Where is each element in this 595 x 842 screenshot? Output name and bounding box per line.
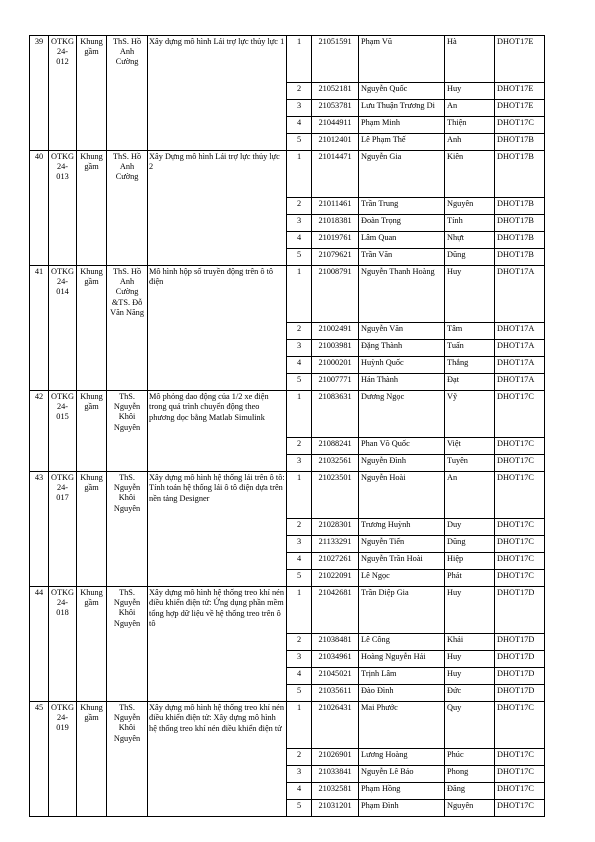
student-id: 21003981 — [312, 340, 359, 357]
student-given-name: Thắng — [445, 357, 495, 374]
student-id: 21023501 — [312, 472, 359, 519]
student-no: 1 — [287, 151, 312, 198]
student-class: DHOT17C — [495, 117, 545, 134]
student-given-name: Thiện — [445, 117, 495, 134]
student-class: DHOT17D — [495, 651, 545, 668]
topic-number: 44 — [30, 587, 49, 702]
student-class: DHOT17C — [495, 553, 545, 570]
student-no: 2 — [287, 198, 312, 215]
student-given-name: Anh — [445, 134, 495, 151]
student-id: 21022091 — [312, 570, 359, 587]
student-given-name: Vỹ — [445, 391, 495, 438]
student-class: DHOT17C — [495, 702, 545, 749]
student-id: 21038481 — [312, 634, 359, 651]
student-given-name: Huy — [445, 668, 495, 685]
student-no: 5 — [287, 134, 312, 151]
topic-field: Khung gầm — [77, 391, 107, 472]
student-no: 3 — [287, 215, 312, 232]
student-no: 5 — [287, 249, 312, 266]
student-id: 21053781 — [312, 100, 359, 117]
student-no: 2 — [287, 519, 312, 536]
student-no: 5 — [287, 570, 312, 587]
student-name: Đoàn Trọng — [359, 215, 445, 232]
topic-number: 42 — [30, 391, 49, 472]
table-row — [30, 472, 545, 519]
student-no: 2 — [287, 749, 312, 766]
student-given-name: Nguyên — [445, 800, 495, 817]
topic-code: OTKG 24- 019 — [49, 702, 77, 817]
student-id: 21008791 — [312, 266, 359, 323]
student-no: 1 — [287, 266, 312, 323]
student-id: 21028301 — [312, 519, 359, 536]
student-class: DHOT17E — [495, 100, 545, 117]
student-name: Phạm Minh — [359, 117, 445, 134]
student-name: Lâm Quan — [359, 232, 445, 249]
student-no: 5 — [287, 800, 312, 817]
student-given-name: Duy — [445, 519, 495, 536]
student-id: 21002491 — [312, 323, 359, 340]
student-no: 3 — [287, 455, 312, 472]
table-row — [30, 151, 545, 198]
student-id: 21051591 — [312, 36, 359, 83]
topic-field: Khung gầm — [77, 151, 107, 266]
student-name: Lê Ngọc — [359, 570, 445, 587]
student-given-name: Tuấn — [445, 340, 495, 357]
student-no: 3 — [287, 536, 312, 553]
student-class: DHOT17C — [495, 570, 545, 587]
student-given-name: Phong — [445, 766, 495, 783]
student-class: DHOT17B — [495, 232, 545, 249]
student-id: 21019761 — [312, 232, 359, 249]
topic-code: OTKG 24- 015 — [49, 391, 77, 472]
table-row — [30, 36, 545, 83]
topic-number: 39 — [30, 36, 49, 151]
student-class: DHOT17D — [495, 668, 545, 685]
student-given-name: Khải — [445, 634, 495, 651]
student-no: 2 — [287, 83, 312, 100]
student-name: Lưu Thuận Trương Di — [359, 100, 445, 117]
topic-advisor: ThS. Hồ Anh Cường — [107, 36, 148, 151]
student-no: 1 — [287, 391, 312, 438]
student-no: 4 — [287, 357, 312, 374]
student-class: DHOT17D — [495, 587, 545, 634]
student-id: 21026431 — [312, 702, 359, 749]
student-no: 2 — [287, 323, 312, 340]
student-name: Lương Hoàng — [359, 749, 445, 766]
topic-field: Khung gầm — [77, 266, 107, 391]
student-name: Hoàng Nguyễn Hải — [359, 651, 445, 668]
topic-title: Xây Dựng mô hình Lái trợ lực thủy lực 2 — [148, 151, 287, 266]
student-given-name: Huy — [445, 266, 495, 323]
student-no: 4 — [287, 668, 312, 685]
topic-number: 45 — [30, 702, 49, 817]
student-given-name: Hiệp — [445, 553, 495, 570]
student-given-name: Huy — [445, 651, 495, 668]
topic-code: OTKG 24- 018 — [49, 587, 77, 702]
student-class: DHOT17C — [495, 536, 545, 553]
student-class: DHOT17A — [495, 340, 545, 357]
student-id: 21011461 — [312, 198, 359, 215]
student-class: DHOT17C — [495, 391, 545, 438]
student-class: DHOT17E — [495, 83, 545, 100]
student-name: Phạm Hồng — [359, 783, 445, 800]
student-class: DHOT17A — [495, 323, 545, 340]
student-given-name: Tuyên — [445, 455, 495, 472]
student-class: DHOT17C — [495, 519, 545, 536]
student-no: 2 — [287, 634, 312, 651]
student-no: 3 — [287, 340, 312, 357]
student-no: 3 — [287, 766, 312, 783]
table-row — [30, 587, 545, 634]
student-class: DHOT17C — [495, 766, 545, 783]
student-id: 21018381 — [312, 215, 359, 232]
student-given-name: Nhựt — [445, 232, 495, 249]
student-name: Nguyễn Hoài — [359, 472, 445, 519]
student-id: 21088241 — [312, 438, 359, 455]
student-given-name: Dũng — [445, 249, 495, 266]
student-no: 1 — [287, 472, 312, 519]
student-given-name: Dũng — [445, 536, 495, 553]
student-no: 3 — [287, 100, 312, 117]
topic-code: OTKG 24- 014 — [49, 266, 77, 391]
student-name: Nguyễn Gia — [359, 151, 445, 198]
student-no: 4 — [287, 783, 312, 800]
thesis-assignment-table — [29, 35, 545, 817]
topic-title: Mô phỏng dao động của 1/2 xe điện trong quá trình chuyển động theo phương dọc bằng Matlab Simulink — [148, 391, 287, 472]
student-name: Nguyễn Quốc — [359, 83, 445, 100]
student-class: DHOT17B — [495, 134, 545, 151]
student-id: 21000201 — [312, 357, 359, 374]
student-name: Trương Huỳnh — [359, 519, 445, 536]
student-id: 21079621 — [312, 249, 359, 266]
topic-advisor: ThS. Nguyễn Khôi Nguyên — [107, 391, 148, 472]
student-class: DHOT17C — [495, 455, 545, 472]
student-id: 21026901 — [312, 749, 359, 766]
student-name: Trần Văn — [359, 249, 445, 266]
student-id: 21014471 — [312, 151, 359, 198]
student-given-name: An — [445, 100, 495, 117]
topic-field: Khung gầm — [77, 702, 107, 817]
student-given-name: Đức — [445, 685, 495, 702]
student-id: 21012401 — [312, 134, 359, 151]
student-name: Phạm Vũ — [359, 36, 445, 83]
student-no: 1 — [287, 702, 312, 749]
student-id: 21133291 — [312, 536, 359, 553]
student-no: 4 — [287, 553, 312, 570]
student-name: Trần Diệp Gia — [359, 587, 445, 634]
student-id: 21031201 — [312, 800, 359, 817]
student-given-name: Tính — [445, 215, 495, 232]
topic-advisor: ThS. Nguyễn Khôi Nguyên — [107, 472, 148, 587]
table-row — [30, 391, 545, 438]
student-name: Nguyễn Tiến — [359, 536, 445, 553]
student-given-name: Huy — [445, 83, 495, 100]
student-name: Nguyễn Văn — [359, 323, 445, 340]
student-name: Mai Phước — [359, 702, 445, 749]
student-id: 21033841 — [312, 766, 359, 783]
student-given-name: Đăng — [445, 783, 495, 800]
student-class: DHOT17D — [495, 685, 545, 702]
student-class: DHOT17C — [495, 749, 545, 766]
student-id: 21083631 — [312, 391, 359, 438]
topic-number: 41 — [30, 266, 49, 391]
topic-field: Khung gầm — [77, 587, 107, 702]
topic-title: Xây dựng mô hình hệ thống treo khí nén điều khiển điện tử: Xây dựng mô hình hệ thống treo khí nén điều khiển điện tử — [148, 702, 287, 817]
student-id: 21035611 — [312, 685, 359, 702]
student-name: Nguyễn Đình — [359, 455, 445, 472]
student-class: DHOT17B — [495, 215, 545, 232]
student-given-name: Tâm — [445, 323, 495, 340]
student-given-name: Việt — [445, 438, 495, 455]
topic-advisor: ThS. Nguyễn Khôi Nguyên — [107, 587, 148, 702]
student-name: Hán Thành — [359, 374, 445, 391]
topic-number: 40 — [30, 151, 49, 266]
student-class: DHOT17C — [495, 472, 545, 519]
student-name: Trịnh Lâm — [359, 668, 445, 685]
student-no: 5 — [287, 685, 312, 702]
student-id: 21032581 — [312, 783, 359, 800]
student-id: 21027261 — [312, 553, 359, 570]
topic-code: OTKG 24- 013 — [49, 151, 77, 266]
student-given-name: Huy — [445, 587, 495, 634]
topic-title: Mô hình hộp số truyền động trên ô tô điện — [148, 266, 287, 391]
student-no: 1 — [287, 587, 312, 634]
student-given-name: Quy — [445, 702, 495, 749]
student-no: 5 — [287, 374, 312, 391]
student-given-name: Phúc — [445, 749, 495, 766]
student-given-name: Đạt — [445, 374, 495, 391]
student-given-name: Hà — [445, 36, 495, 83]
student-class: DHOT17A — [495, 374, 545, 391]
student-name: Trần Trung — [359, 198, 445, 215]
student-name: Nguyễn Trần Hoài — [359, 553, 445, 570]
topic-field: Khung gầm — [77, 36, 107, 151]
topic-number: 43 — [30, 472, 49, 587]
student-name: Đào Đình — [359, 685, 445, 702]
table-row — [30, 266, 545, 323]
student-class: DHOT17C — [495, 800, 545, 817]
student-class: DHOT17E — [495, 36, 545, 83]
student-name: Phạm Đình — [359, 800, 445, 817]
student-given-name: Phát — [445, 570, 495, 587]
student-no: 4 — [287, 117, 312, 134]
student-id: 21032561 — [312, 455, 359, 472]
student-name: Nguyễn Lê Bảo — [359, 766, 445, 783]
student-given-name: An — [445, 472, 495, 519]
table-row — [30, 702, 545, 749]
student-name: Đặng Thành — [359, 340, 445, 357]
student-class: DHOT17A — [495, 357, 545, 374]
student-class: DHOT17C — [495, 783, 545, 800]
student-id: 21007771 — [312, 374, 359, 391]
student-no: 1 — [287, 36, 312, 83]
topic-advisor: ThS. Hồ Anh Cường — [107, 151, 148, 266]
topic-advisor: ThS. Hồ Anh Cường &TS. Đỗ Văn Năng — [107, 266, 148, 391]
student-name: Nguyễn Thanh Hoàng — [359, 266, 445, 323]
student-class: DHOT17A — [495, 266, 545, 323]
topic-code: OTKG 24- 017 — [49, 472, 77, 587]
student-no: 4 — [287, 232, 312, 249]
student-no: 2 — [287, 438, 312, 455]
student-name: Lê Công — [359, 634, 445, 651]
student-name: Lê Phạm Thế — [359, 134, 445, 151]
student-class: DHOT17B — [495, 198, 545, 215]
student-name: Huỳnh Quốc — [359, 357, 445, 374]
topic-field: Khung gầm — [77, 472, 107, 587]
student-no: 3 — [287, 651, 312, 668]
student-class: DHOT17C — [495, 438, 545, 455]
student-id: 21044911 — [312, 117, 359, 134]
student-name: Phan Võ Quốc — [359, 438, 445, 455]
topic-title: Xây dựng mô hình hệ thống treo khí nén điều khiển điện tử: Ứng dụng phần mềm tổng hợp dữ liệu về hệ thống treo trên ô tô — [148, 587, 287, 702]
topic-advisor: ThS. Nguyễn Khôi Nguyên — [107, 702, 148, 817]
topic-title: Xây dựng mô hình hệ thống lái trên ô tô: Tính toán hệ thống lái ô tô điện dựa trên nền tảng Designer — [148, 472, 287, 587]
student-class: DHOT17D — [495, 634, 545, 651]
topic-code: OTKG 24- 012 — [49, 36, 77, 151]
student-id: 21034961 — [312, 651, 359, 668]
student-given-name: Nguyên — [445, 198, 495, 215]
topic-title: Xây dựng mô hình Lái trợ lực thủy lực 1 — [148, 36, 287, 151]
student-class: DHOT17B — [495, 151, 545, 198]
student-name: Dương Ngọc — [359, 391, 445, 438]
student-id: 21052181 — [312, 83, 359, 100]
student-class: DHOT17B — [495, 249, 545, 266]
student-id: 21045021 — [312, 668, 359, 685]
student-given-name: Kiên — [445, 151, 495, 198]
student-id: 21042681 — [312, 587, 359, 634]
